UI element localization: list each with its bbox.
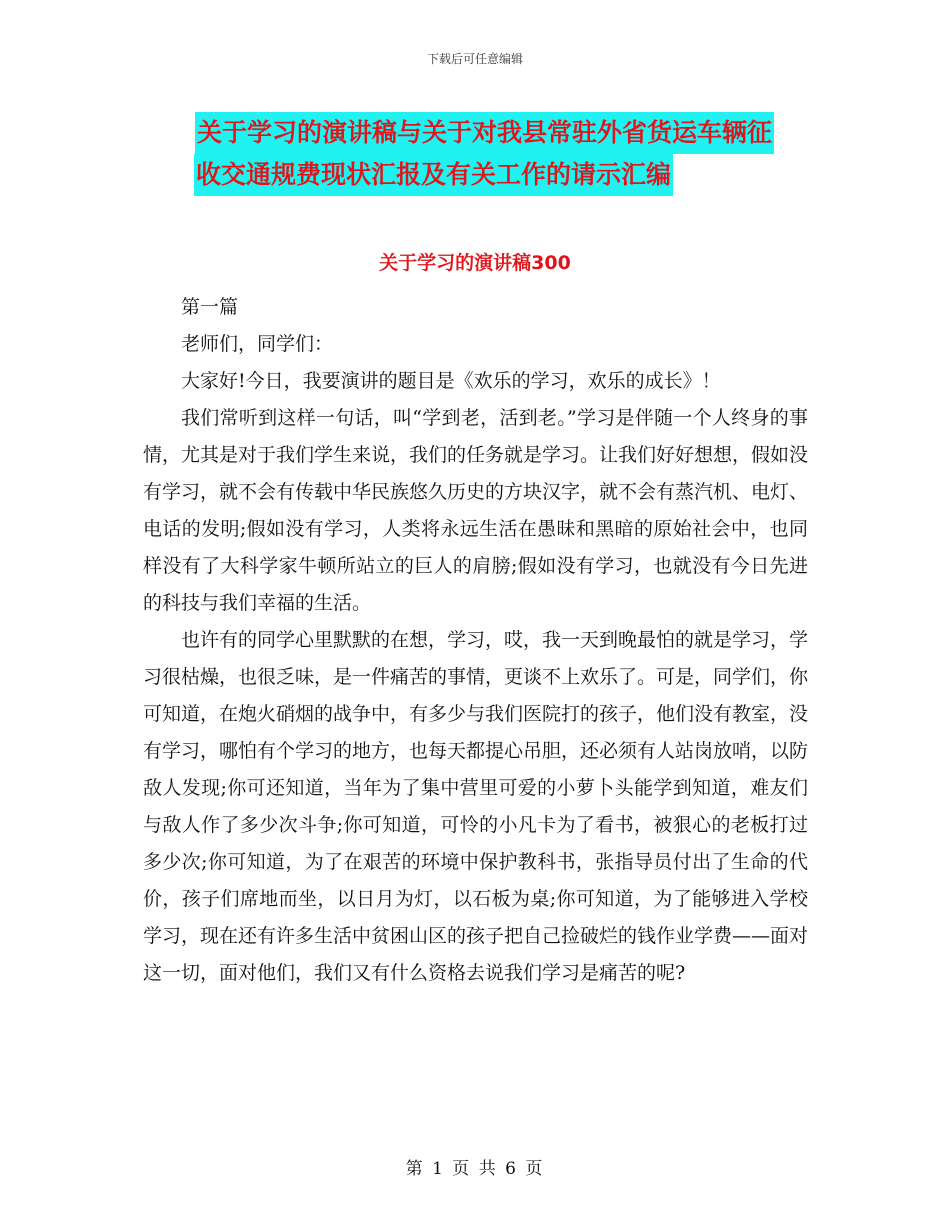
document-body <box>143 289 808 992</box>
section-title: 关于学习的演讲稿300 <box>379 252 571 274</box>
body-paragraph: 老师们，同学们： <box>181 333 334 355</box>
document-title-line-2: 收交通规费现状汇报及有关工作的请示汇编 <box>194 154 673 196</box>
body-paragraph: 第一篇 <box>181 296 239 318</box>
body-paragraph: 大家好!今日，我要演讲的题目是《欢乐的学习，欢乐的成长》！ <box>181 370 721 392</box>
body-paragraph: 我们常听到这样一句话，叫“学到老，活到老。”学习是伴随一个人终身的事情，尤其是对于我们学生来说，我们的任务就是学习。让我们好好想想，假如没有学习，就不会有传载中华民族悠久历史的方块汉字，就不会有蒸汽机、电灯、电话的发明;假如没有学习，人类将永远生活在愚昧和黑暗的原始社会中，也同样没有了大科学家牛顿所站立的巨人的肩膀;假如没有学习，也就没有今日先进的科技与我们幸福的生活。 <box>143 407 809 614</box>
document-title-line-1: 关于学习的演讲稿与关于对我县常驻外省货运车辆征 <box>195 112 774 154</box>
body-paragraph: 也许有的同学心里默默的在想，学习，哎，我一天到晚最怕的就是学习，学习很枯燥，也很乏味，是一件痛苦的事情，更谈不上欢乐了。可是，同学们，你可知道，在炮火硝烟的战争中，有多少与我们医院打的孩子，他们没有教室，没有学习，哪怕有个学习的地方，也每天都提心吊胆，还必须有人站岗放哨，以防敌人发现;你可还知道，当年为了集中营里可爱的小萝卜头能学到知道，难友们与敌人作了多少次斗争;你可知道，可怜的小凡卡为了看书，被狠心的老板打过多少次;你可知道，为了在艰苦的环境中保护教科书，张指导员付出了生命的代价，孩子们席地而坐，以日月为灯，以石板为桌;你可知道，为了能够进入学校学习，现在还有许多生活中贫困山区的孩子把自己捡破烂的钱作业学费——面对这一切，面对他们，我们又有什么资格去说我们学习是痛苦的呢? <box>143 629 809 984</box>
page-header-note: 下载后可任意编辑 <box>426 52 523 66</box>
page-number: 第 1 页 共 6 页 <box>405 1159 545 1179</box>
